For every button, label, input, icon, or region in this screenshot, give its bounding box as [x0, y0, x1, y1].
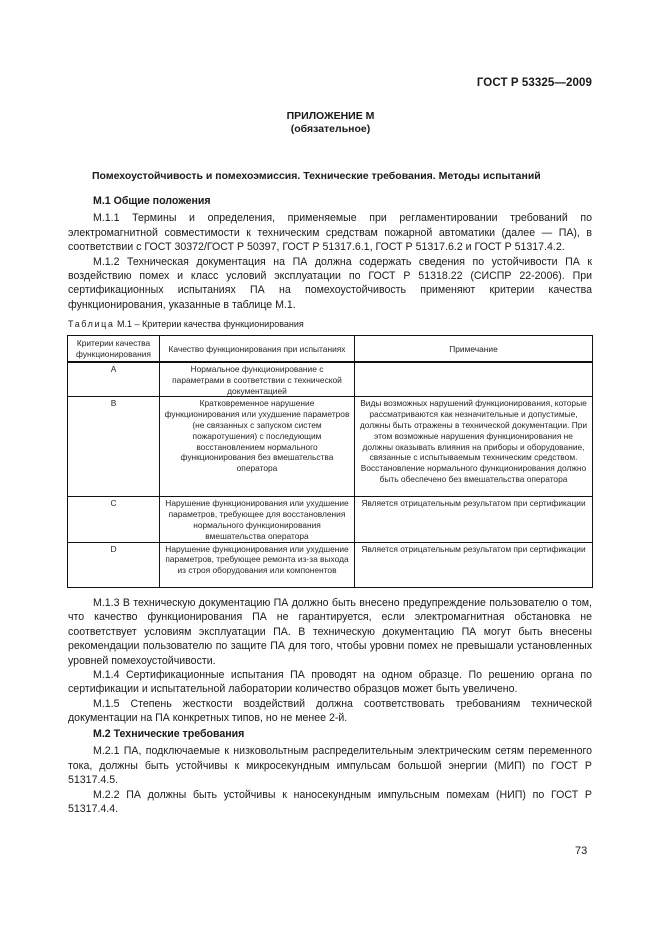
cell-quality: Кратковременное нарушение функционирования или ухудшение параметров (не связанных с запуском систем пожаротушения) с последующим восстановлением нормального функционирования без вмешательства оператора	[160, 397, 355, 497]
paragraph-m1-1: М.1.1 Термины и определения, применяемые при регламентировании требований по электромагнитной совместимости к техническим средствам пожарной автоматики (далее — ПА), в соответствии с ГОСТ 30372/ГОСТ Р 50397, ГОСТ Р 51317.6.1, ГОСТ Р 51317.6.2 и ГОСТ Р 51317.4.2.	[68, 212, 592, 254]
cell-note: Является отрицательным результатом при сертификации	[355, 542, 593, 587]
criteria-table	[67, 335, 593, 588]
cell-criterion: С	[68, 497, 160, 542]
table-row	[68, 497, 593, 542]
cell-quality: Нарушение функционирования или ухудшение параметров, требующее для восстановления нормального функционирования вмешательства оператора	[160, 497, 355, 542]
cell-note: Виды возможных нарушений функционирования, которые рассматриваются как незначительные и допустимые, должны быть отражены в технической документации. При этом возможные нарушения функционирования не должны оказывать влияния на приборы и оборудование, связанные с испытываемым техническим средством. Восстановление нормального функционирования должно быть обеспечено без вмешательства оператора	[355, 397, 593, 497]
appendix-title-block	[0, 110, 661, 136]
cell-note: Является отрицательным результатом при сертификации	[355, 497, 593, 542]
appendix-status: (обязательное)	[290, 123, 371, 135]
table-header-row	[68, 336, 593, 363]
paragraph-m1-4: М.1.4 Сертификационные испытания ПА проводят на одном образце. По решению органа по сертификации и испытательной лаборатории количество образцов может быть увеличено.	[68, 669, 592, 696]
standard-id-header: ГОСТ Р 53325—2009	[476, 77, 592, 89]
header-quality: Качество функционирования при испытаниях	[160, 336, 355, 363]
paragraph-m2-2: М.2.2 ПА должны быть устойчивы к наносекундным импульсным помехам (НИП) по ГОСТ Р 51317.4.4.	[68, 788, 592, 816]
table-caption	[68, 319, 304, 329]
section-m1-continued	[68, 596, 592, 726]
paragraph-m2-1: М.2.1 ПА, подключаемые к низковольтным распределительным электрическим сетям переменного тока, должны быть устойчивы к микросекундным импульсам большой энергии (МИП) по ГОСТ Р 51317.4.5.	[68, 745, 592, 787]
cell-criterion: D	[68, 542, 160, 587]
paragraph-m1-5: М.1.5 Степень жесткости воздействий должна соответствовать требованиям технической документации на ПА конкретных типов, но не менее 2-й.	[68, 697, 592, 725]
cell-note	[355, 362, 593, 397]
section-m2	[68, 727, 592, 816]
table-caption-label: Таблица	[68, 319, 115, 329]
appendix-title: ПРИЛОЖЕНИЕ М	[286, 110, 375, 122]
page-number: 73	[575, 845, 588, 857]
header-criterion: Критерии качества функционирования	[68, 336, 160, 363]
section-m1-heading: М.1 Общие положения	[93, 195, 211, 207]
table-row	[68, 362, 593, 397]
section-m1	[68, 194, 592, 312]
cell-quality: Нарушение функционирования или ухудшение параметров, требующее ремонта из-за выхода из строя оборудования или компонентов	[160, 542, 355, 587]
table-row	[68, 397, 593, 497]
cell-criterion: В	[68, 397, 160, 497]
cell-criterion: А	[68, 362, 160, 397]
header-note: Примечание	[355, 336, 593, 363]
table-row	[68, 542, 593, 587]
cell-quality: Нормальное функционирование с параметрами в соответствии с технической документацией	[160, 362, 355, 397]
section-title: Помехоустойчивость и помехоэмиссия. Технические требования. Методы испытаний	[92, 170, 541, 182]
paragraph-m1-3: М.1.3 В техническую документацию ПА должно быть внесено предупреждение пользователю о том, что качество функционирования ПА не гарантируется, если электромагнитная обстановка не соответствует условиям эксплуатации ПА. В техническую документацию ПА могут быть внесены рекомендации пользователю по защите ПА для того, чтобы уровни помех не превышали установленных уровней помехоустойчивости.	[68, 597, 592, 667]
table-caption-text: М.1 – Критерии качества функционирования	[114, 319, 304, 329]
paragraph-m1-2: М.1.2 Техническая документация на ПА должна содержать сведения по устойчивости ПА к воздействию помех и класс условий эксплуатации по ГОСТ Р 51318.22 (СИСПР 22-2006). При сертификационных испытаниях ПА на помехоустойчивость применяют критерии качества функционирования, указанные в таблице М.1.	[68, 255, 592, 311]
section-m2-heading: М.2 Технические требования	[93, 728, 245, 740]
